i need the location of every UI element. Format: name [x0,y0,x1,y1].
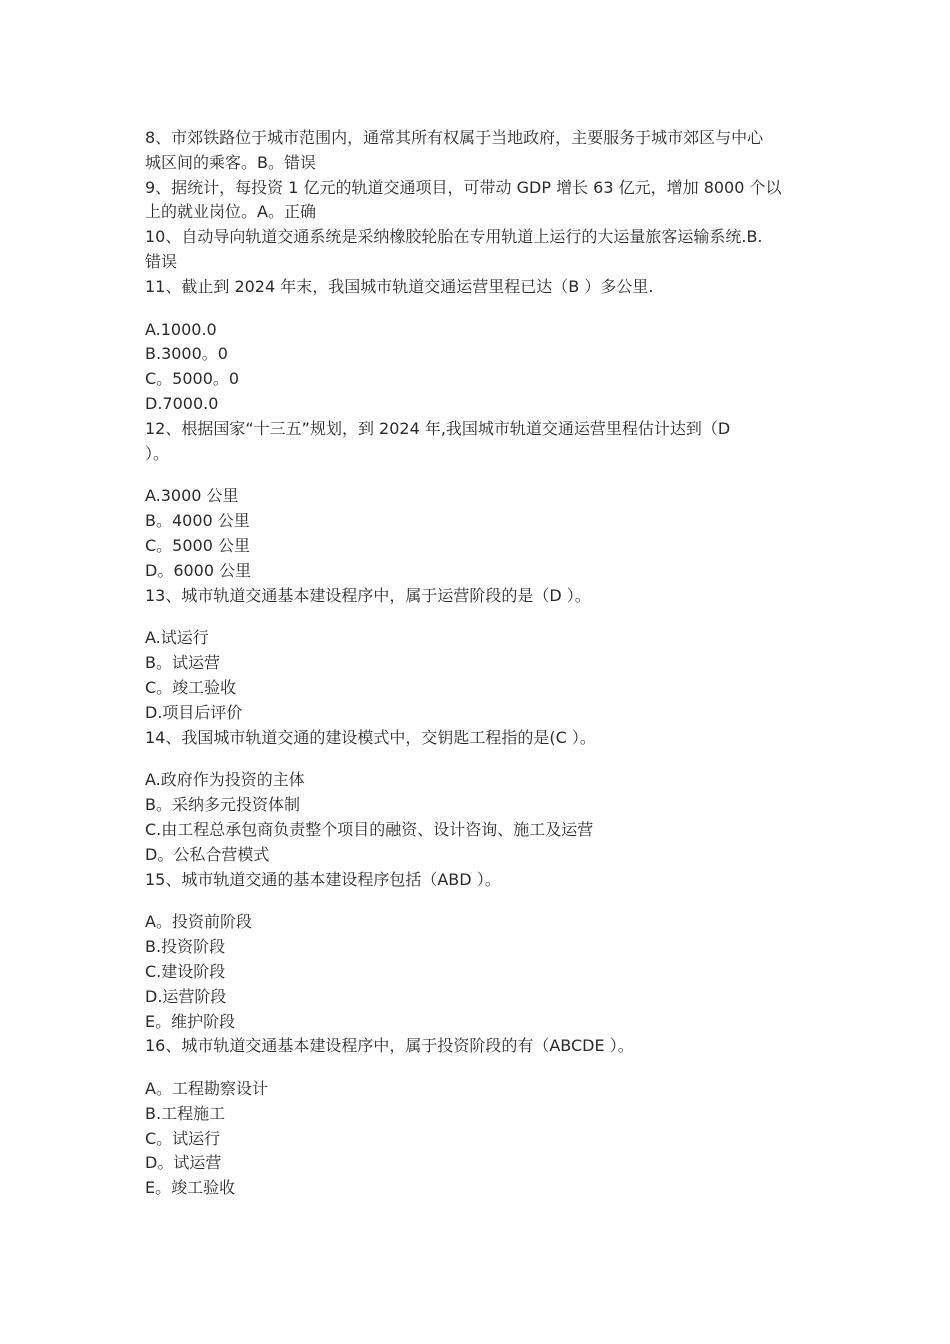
question-15-stem: 15、城市轨道交通的基本建设程序包括（ABD ）。 [145,869,501,889]
question-14-option-d: D。公私合营模式 [145,844,270,864]
question-12-option-d: D。6000 公里 [145,560,252,580]
question-12-option-b: B。4000 公里 [145,511,250,531]
question-13-option-a: A.试运行 [145,628,209,648]
question-10-line-1: 10、自动导向轨道交通系统是采纳橡胶轮胎在专用轨道上运行的大运量旅客运输系统.B. [145,227,763,247]
question-12-option-a: A.3000 公里 [145,486,239,506]
question-9-line-2: 上的就业岗位。A。正确 [145,202,316,222]
question-10-line-2: 错误 [145,251,178,271]
spacer [145,750,805,768]
spacer [145,608,805,626]
question-14-option-a: A.政府作为投资的主体 [145,770,305,790]
question-15-option-b: B.投资阶段 [145,937,226,957]
question-11-option-d: D.7000.0 [145,393,219,413]
question-15-option-c: C.建设阶段 [145,961,226,981]
question-16-option-a: A。工程勘察设计 [145,1079,268,1099]
question-8-line-2: 城区间的乘客。B。错误 [145,152,316,172]
question-13-option-d: D.项目后评价 [145,702,243,722]
document-body [145,126,805,1201]
question-15-option-e: E。维护阶段 [145,1011,236,1031]
question-16-option-b: B.工程施工 [145,1103,226,1123]
spacer [145,466,805,484]
question-11-stem: 11、截止到 2024 年末，我国城市轨道交通运营里程已达（B ）多公里. [145,276,654,296]
question-16-option-c: C。试运行 [145,1128,221,1148]
question-11-option-b: B.3000。0 [145,344,228,364]
spacer [145,1059,805,1077]
question-14-option-c: C.由工程总承包商负责整个项目的融资、设计咨询、施工及运营 [145,819,594,839]
question-15-option-d: D.运营阶段 [145,986,227,1006]
question-16-option-d: D。试运营 [145,1153,222,1173]
question-15-option-a: A。投资前阶段 [145,912,252,932]
question-14-stem: 14、我国城市轨道交通的建设模式中，交钥匙工程指的是(C ）。 [145,727,596,747]
question-12-stem-line-1: 12、根据国家“十三五”规划，到 2024 年,我国城市轨道交通运营里程估计达到（D [145,418,731,438]
question-8-line-1: 8、市郊铁路位于城市范围内，通常其所有权属于当地政府，主要服务于城市郊区与中心 [145,128,764,147]
question-11-option-c: C。5000。0 [145,369,240,389]
question-16-stem: 16、城市轨道交通基本建设程序中，属于投资阶段的有（ABCDE ）。 [145,1036,634,1056]
question-16-option-e: E。竣工验收 [145,1178,236,1198]
spacer [145,892,805,910]
question-12-stem-line-2: ）。 [145,443,170,463]
question-11-option-a: A.1000.0 [145,319,217,339]
question-13-option-b: B。试运营 [145,653,220,673]
question-13-option-c: C。竣工验收 [145,677,237,697]
question-12-option-c: C。5000 公里 [145,535,250,555]
question-13-stem: 13、城市轨道交通基本建设程序中，属于运营阶段的是（D ）。 [145,585,591,605]
question-9-line-1: 9、据统计，每投资 1 亿元的轨道交通项目，可带动 GDP 增长 63 亿元，增加 8000 个以 [145,177,782,197]
spacer [145,300,805,318]
question-14-option-b: B。采纳多元投资体制 [145,795,300,815]
